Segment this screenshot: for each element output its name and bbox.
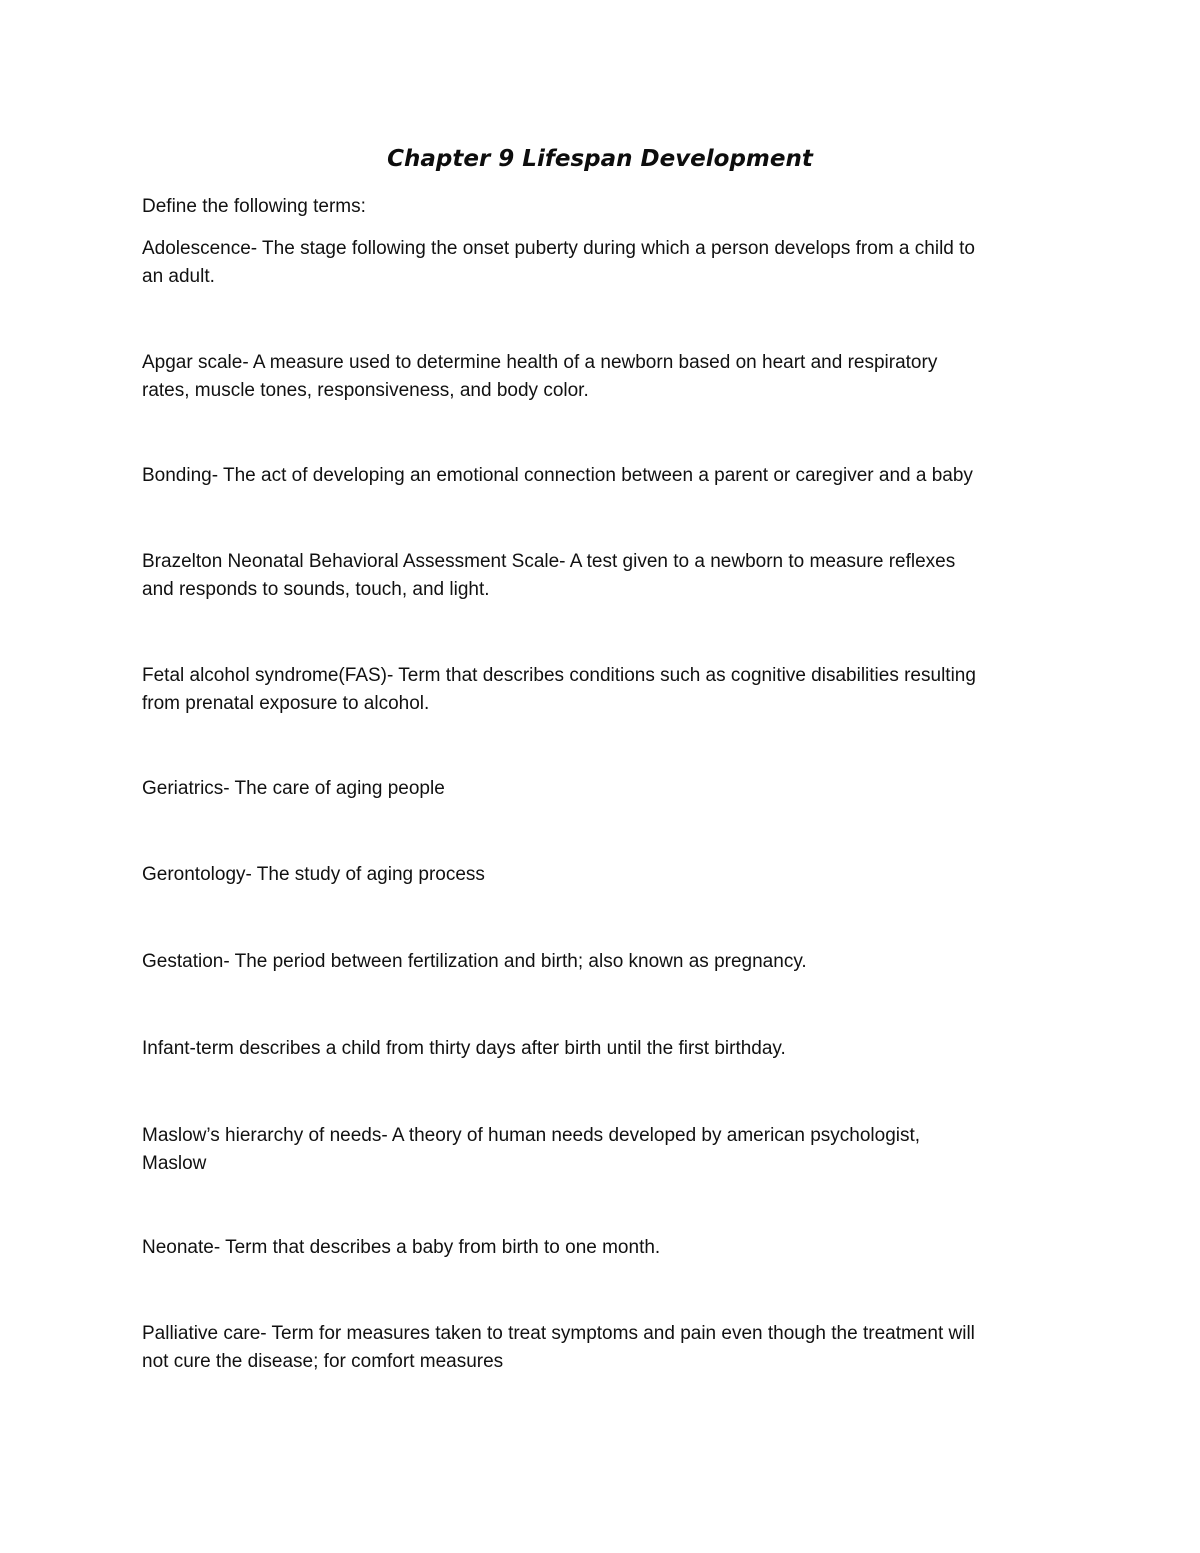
term-line: Adolescence- The stage following the onset puberty during which a person develops from a child to <box>142 238 975 259</box>
term-line: Fetal alcohol syndrome(FAS)- Term that describes conditions such as cognitive disabilities resulting <box>142 665 976 686</box>
term-neonate <box>142 1234 1072 1262</box>
term-infant <box>142 1035 1072 1063</box>
term-fetal-alcohol-syndrome <box>142 662 1072 718</box>
term-gerontology <box>142 861 1072 889</box>
term-apgar-scale <box>142 349 1072 405</box>
term-line: from prenatal exposure to alcohol. <box>142 693 430 714</box>
term-line: not cure the disease; for comfort measures <box>142 1351 504 1372</box>
term-line: rates, muscle tones, responsiveness, and body color. <box>142 380 589 401</box>
term-line: an adult. <box>142 266 215 287</box>
term-line: Maslow <box>142 1153 207 1174</box>
term-brazelton-scale <box>142 548 1072 604</box>
term-line: Bonding- The act of developing an emotional connection between a parent or caregiver and a baby <box>142 465 973 486</box>
term-bonding <box>142 462 1072 490</box>
term-line: Infant-term describes a child from thirty days after birth until the first birthday. <box>142 1038 786 1059</box>
term-line: Brazelton Neonatal Behavioral Assessment Scale- A test given to a newborn to measure reflexes <box>142 551 956 572</box>
term-line: Maslow’s hierarchy of needs- A theory of human needs developed by american psychologist, <box>142 1125 921 1146</box>
term-palliative-care <box>142 1320 1072 1376</box>
term-line: Neonate- Term that describes a baby from birth to one month. <box>142 1237 661 1258</box>
term-line: Palliative care- Term for measures taken to treat symptoms and pain even though the treatment will <box>142 1323 975 1344</box>
document-title: Chapter 9 Lifespan Development <box>387 146 813 172</box>
term-gestation <box>142 948 1072 976</box>
term-line: Geriatrics- The care of aging people <box>142 778 445 799</box>
term-line: and responds to sounds, touch, and light. <box>142 579 490 600</box>
term-line: Gerontology- The study of aging process <box>142 864 485 885</box>
term-line: Gestation- The period between fertilization and birth; also known as pregnancy. <box>142 951 807 972</box>
intro-text: Define the following terms: <box>142 196 366 217</box>
term-geriatrics <box>142 775 1072 803</box>
term-line: Apgar scale- A measure used to determine health of a newborn based on heart and respiratory <box>142 352 938 373</box>
term-maslows-hierarchy <box>142 1122 1072 1178</box>
term-adolescence <box>142 235 1072 291</box>
